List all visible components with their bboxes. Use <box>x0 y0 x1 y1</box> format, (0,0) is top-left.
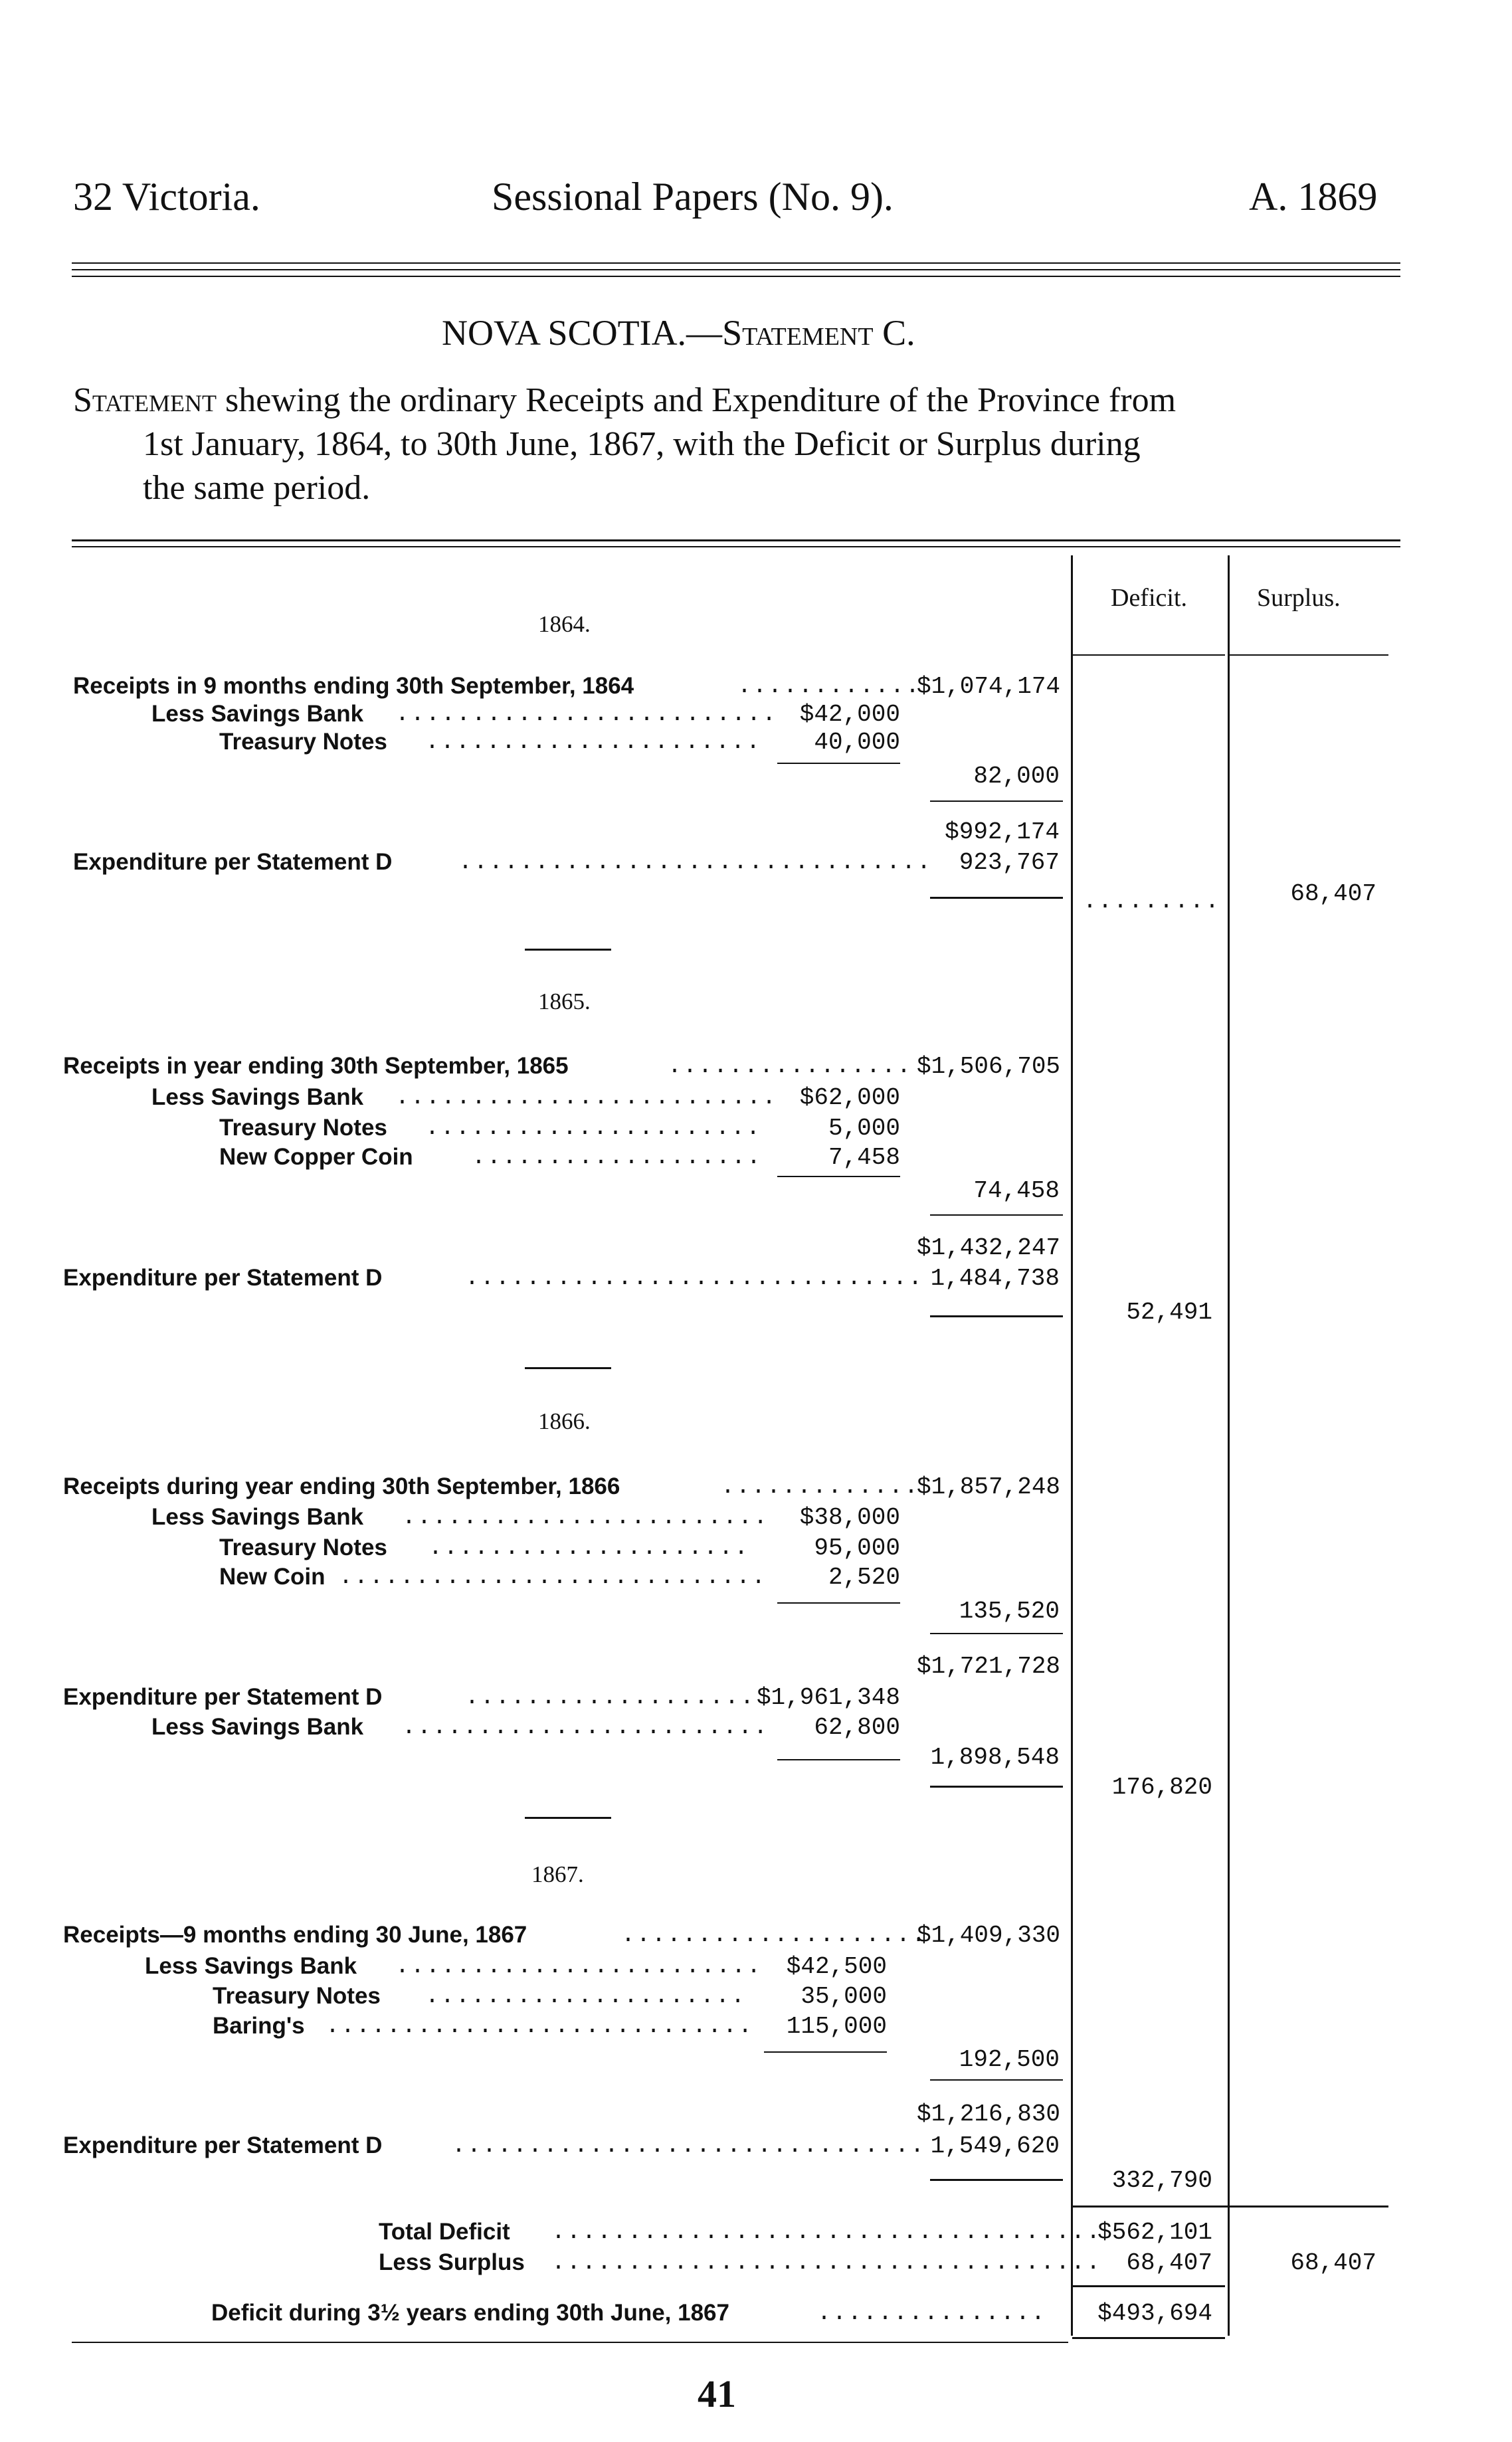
table-top-rule-1 <box>72 539 1400 541</box>
net-receipts-1866: $1,721,728 <box>917 1653 1061 1680</box>
receipts-1866-total: $1,857,248 <box>917 1473 1061 1501</box>
deficit-1866-value: 176,820 <box>1111 1774 1212 1801</box>
receipts-1864-total: $1,074,174 <box>917 673 1061 700</box>
receipts-1867-total: $1,409,330 <box>917 1922 1061 1949</box>
column-header-rule-deficit <box>1072 654 1225 656</box>
leader-dots: ............................ <box>339 1564 767 1590</box>
expenditure-1867-value: 1,549,620 <box>930 2132 1060 2160</box>
intro-line-3: the same period. <box>143 469 371 507</box>
subtotal-rule <box>777 1602 900 1604</box>
column-rule-deficit <box>1071 555 1073 2336</box>
column-header-rule-surplus <box>1229 654 1388 656</box>
exp-less-savings-bank-1866-value: 62,800 <box>814 1714 900 1741</box>
leader-dots: .................... <box>621 1922 927 1948</box>
treasury-notes-1864-label: Treasury Notes <box>219 729 387 755</box>
subtotal-rule <box>930 897 1063 899</box>
expenditure-1866-gross: $1,961,348 <box>756 1684 900 1711</box>
year-1865-heading: 1865. <box>538 988 591 1014</box>
treasury-notes-1866-label: Treasury Notes <box>219 1535 387 1560</box>
receipts-1866-label: Receipts during year ending 30th September, 1866 <box>63 1473 620 1499</box>
expenditure-1865-label: Expenditure per Statement D <box>63 1265 383 1291</box>
treasury-notes-1867-label: Treasury Notes <box>213 1983 381 2009</box>
leader-dots: ............... <box>817 2300 1047 2326</box>
subtotal-rule <box>764 2051 887 2053</box>
final-deficit-label: Deficit during 3½ years ending 30th June, 1867 <box>211 2300 729 2326</box>
subtotal-rule <box>930 1315 1063 1317</box>
less-savings-bank-1866-label: Less Savings Bank <box>151 1504 364 1530</box>
title-sub: Statement C. <box>722 313 915 353</box>
header-right: A. 1869 <box>1249 175 1378 219</box>
page-number: 41 <box>698 2372 736 2415</box>
treasury-notes-1864-value: 40,000 <box>814 729 900 756</box>
leader-dots: ........................ <box>402 1714 769 1740</box>
net-receipts-1867: $1,216,830 <box>917 2101 1061 2128</box>
final-deficit-value: $493,694 <box>1097 2300 1212 2327</box>
section-separator <box>525 1367 611 1369</box>
new-coin-1866-value: 2,520 <box>828 1564 900 1591</box>
final-deficit-rule <box>1072 2337 1225 2339</box>
intro-line-1: Statement shewing the ordinary Receipts and Expenditure of the Province from <box>73 381 1177 419</box>
header-rule-1 <box>72 262 1400 264</box>
totals-top-rule <box>1072 2206 1388 2207</box>
less-savings-bank-1864-label: Less Savings Bank <box>151 701 364 727</box>
header-left: 32 Victoria. <box>73 175 260 219</box>
leader-dots: ..................... <box>428 1535 750 1561</box>
table-bottom-rule <box>72 2342 1068 2343</box>
subtotal-rule <box>930 1214 1063 1216</box>
exp-less-savings-bank-1866-label: Less Savings Bank <box>151 1714 364 1740</box>
new-copper-coin-1865-label: New Copper Coin <box>219 1144 413 1170</box>
deductions-1866-total: 135,520 <box>959 1598 1060 1625</box>
subtotal-rule <box>777 763 900 764</box>
subtotal-rule <box>930 1633 1063 1634</box>
treasury-notes-1865-value: 5,000 <box>828 1115 900 1142</box>
deficit-1865-value: 52,491 <box>1126 1299 1212 1326</box>
year-1867-heading: 1867. <box>531 1861 584 1887</box>
leader-dots: ........................ <box>402 1504 769 1531</box>
receipts-1865-total: $1,506,705 <box>917 1053 1061 1080</box>
year-1866-heading: 1866. <box>538 1408 591 1434</box>
subtotal-rule <box>930 2179 1063 2181</box>
subtotal-rule <box>930 2079 1063 2081</box>
intro-lead: Statement <box>73 381 217 419</box>
leader-dots: ................... <box>465 1684 756 1711</box>
expenditure-1867-label: Expenditure per Statement D <box>63 2132 383 2158</box>
new-copper-coin-1865-value: 7,458 <box>828 1144 900 1171</box>
treasury-notes-1867-value: 35,000 <box>801 1983 887 2010</box>
total-deficit-label: Total Deficit <box>379 2219 510 2245</box>
barings-1867-label: Baring's <box>213 2013 305 2039</box>
expenditure-1864-value: 923,767 <box>959 849 1060 876</box>
leader-dots: ......................... <box>395 1084 778 1111</box>
deficit-1867-value: 332,790 <box>1111 2167 1212 2194</box>
column-rule-surplus <box>1228 555 1230 2336</box>
subtotal-rule <box>777 1759 900 1760</box>
barings-1867-value: 115,000 <box>786 2013 887 2040</box>
leader-dots: .............................. <box>465 1265 924 1291</box>
less-savings-bank-1865-value: $62,000 <box>799 1084 900 1111</box>
leader-dots: .................................... <box>551 2249 1102 2276</box>
year-1864-heading: 1864. <box>538 611 591 637</box>
leader-dots: ..................... <box>425 1983 747 2010</box>
header-rule-2 <box>72 269 1400 270</box>
header-center: Sessional Papers (No. 9). <box>492 175 894 219</box>
leader-dots: ............................... <box>458 849 933 876</box>
column-header-deficit: Deficit. <box>1111 584 1188 612</box>
less-surplus-value: 68,407 <box>1126 2249 1212 2277</box>
title-main: NOVA SCOTIA.— <box>442 313 723 353</box>
receipts-1865-label: Receipts in year ending 30th September, 1865 <box>63 1053 569 1079</box>
subtotal-rule <box>930 800 1063 802</box>
receipts-1864-label: Receipts in 9 months ending 30th September, 1864 <box>73 673 634 699</box>
expenditure-1866-value: 1,898,548 <box>930 1744 1060 1771</box>
leader-dots: ............................ <box>326 2013 754 2039</box>
leader-dots: ............. <box>721 1473 920 1500</box>
leader-dots: ...................... <box>425 1115 762 1141</box>
total-deficit-value: $562,101 <box>1097 2219 1212 2246</box>
leader-dots: ......................... <box>395 701 778 727</box>
leader-dots: ............................... <box>452 2132 926 2159</box>
deductions-1865-total: 74,458 <box>973 1177 1060 1204</box>
leader-dots: ................ <box>668 1053 913 1080</box>
leader-dots: ................... <box>472 1144 763 1171</box>
receipts-1867-label: Receipts—9 months ending 30 June, 1867 <box>63 1922 527 1948</box>
totals-rule <box>1072 2285 1225 2287</box>
leader-dots: ......... <box>1083 888 1221 915</box>
section-separator <box>525 1817 611 1819</box>
surplus-1864-value: 68,407 <box>1290 880 1376 907</box>
net-receipts-1865: $1,432,247 <box>917 1234 1061 1262</box>
deductions-1867-total: 192,500 <box>959 2046 1060 2073</box>
intro-line-2: 1st January, 1864, to 30th June, 1867, with the Deficit or Surplus during <box>143 425 1141 463</box>
subtotal-rule <box>930 1786 1063 1788</box>
treasury-notes-1865-label: Treasury Notes <box>219 1115 387 1141</box>
less-savings-bank-1867-label: Less Savings Bank <box>145 1953 357 1979</box>
less-surplus-label: Less Surplus <box>379 2249 525 2275</box>
less-savings-bank-1867-value: $42,500 <box>786 1953 887 1980</box>
less-savings-bank-1866-value: $38,000 <box>799 1504 900 1531</box>
expenditure-1865-value: 1,484,738 <box>930 1265 1060 1292</box>
new-coin-1866-label: New Coin <box>219 1564 326 1590</box>
header-rule-3 <box>72 276 1400 277</box>
section-separator <box>525 949 611 951</box>
expenditure-1866-label: Expenditure per Statement D <box>63 1684 383 1710</box>
column-header-surplus: Surplus. <box>1257 584 1341 612</box>
less-savings-bank-1865-label: Less Savings Bank <box>151 1084 364 1110</box>
treasury-notes-1866-value: 95,000 <box>814 1535 900 1562</box>
leader-dots: .................................... <box>551 2219 1102 2245</box>
leader-dots: ........................ <box>395 1953 763 1980</box>
less-savings-bank-1864-value: $42,000 <box>799 701 900 728</box>
statement-title <box>442 312 915 353</box>
subtotal-rule <box>777 1176 900 1177</box>
net-receipts-1864: $992,174 <box>945 818 1060 846</box>
table-top-rule-2 <box>72 546 1400 547</box>
deductions-1864-total: 82,000 <box>973 763 1060 790</box>
expenditure-1864-label: Expenditure per Statement D <box>73 849 393 875</box>
leader-dots: ...................... <box>425 729 762 755</box>
surplus-total-value: 68,407 <box>1290 2249 1376 2277</box>
leader-dots: ............ <box>737 673 921 700</box>
